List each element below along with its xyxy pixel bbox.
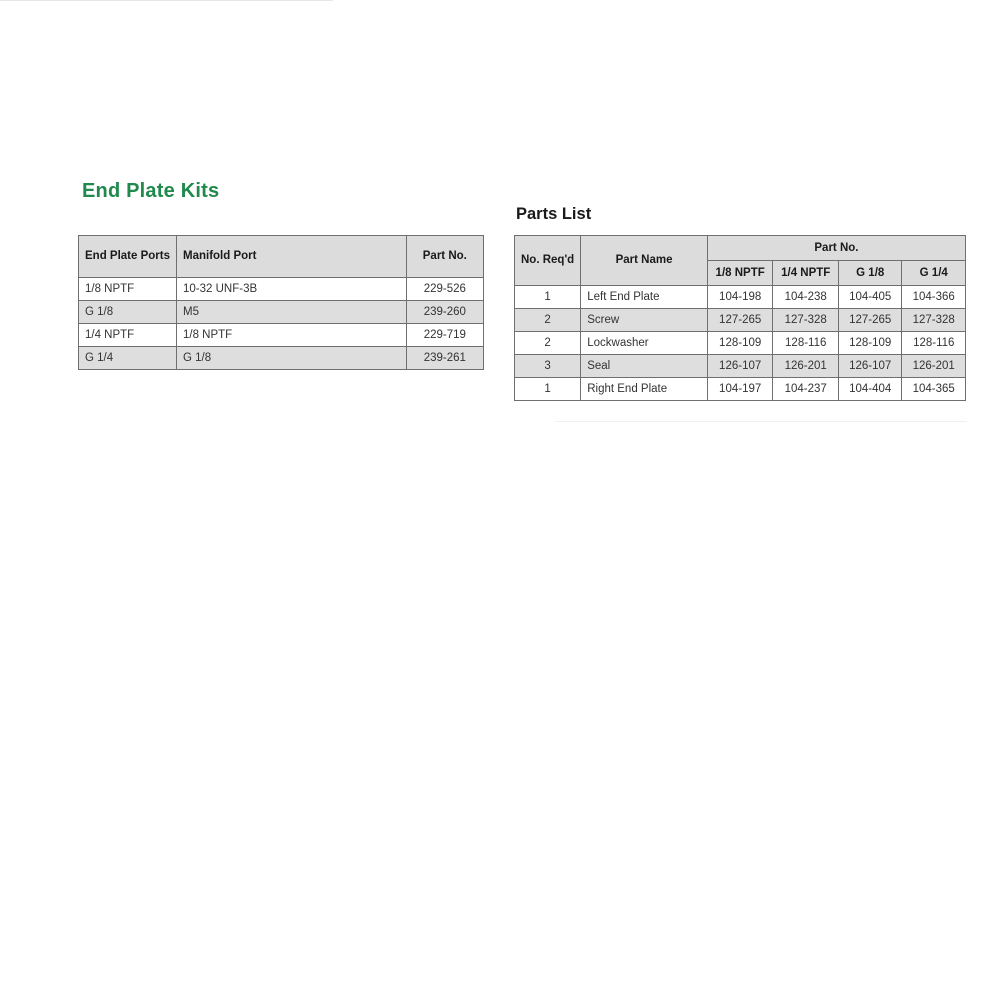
cell-part-name: Right End Plate — [581, 378, 708, 401]
table-row — [79, 301, 484, 324]
table-row — [515, 378, 966, 401]
column-header-g-1-8: G 1/8 — [839, 261, 902, 286]
cell-part-no-g-1-4: 104-365 — [902, 378, 966, 401]
column-header-part-no: Part No. — [406, 236, 483, 278]
parts-list-title: Parts List — [516, 205, 592, 223]
cell-end-plate-ports: G 1/8 — [79, 301, 177, 324]
cell-part-no-1-4-nptf: 127-328 — [773, 309, 839, 332]
cell-part-no-g-1-8: 127-265 — [839, 309, 902, 332]
cell-no-reqd: 3 — [515, 355, 581, 378]
cell-part-no-1-4-nptf: 126-201 — [773, 355, 839, 378]
cell-end-plate-ports: 1/8 NPTF — [79, 278, 177, 301]
cell-part-name: Left End Plate — [581, 286, 708, 309]
table-header-row — [515, 236, 966, 261]
top-divider — [0, 0, 333, 1]
cell-manifold-port: M5 — [177, 301, 407, 324]
parts-list-table — [514, 235, 966, 401]
cell-no-reqd: 2 — [515, 309, 581, 332]
cell-part-no: 239-260 — [406, 301, 483, 324]
cell-no-reqd: 2 — [515, 332, 581, 355]
end-plate-kits-table — [78, 235, 484, 370]
bottom-divider — [555, 421, 967, 422]
cell-part-name: Screw — [581, 309, 708, 332]
cell-part-no-1-8-nptf: 127-265 — [707, 309, 773, 332]
cell-part-no-g-1-4: 128-116 — [902, 332, 966, 355]
end-plate-kits-title: End Plate Kits — [82, 180, 220, 202]
cell-part-no-1-8-nptf: 104-197 — [707, 378, 773, 401]
table-row — [515, 355, 966, 378]
column-header-1-8-nptf: 1/8 NPTF — [707, 261, 773, 286]
cell-manifold-port: 1/8 NPTF — [177, 324, 407, 347]
cell-part-no-1-8-nptf: 126-107 — [707, 355, 773, 378]
cell-no-reqd: 1 — [515, 286, 581, 309]
table-row — [79, 324, 484, 347]
table-row — [79, 347, 484, 370]
cell-manifold-port: 10-32 UNF-3B — [177, 278, 407, 301]
cell-part-name: Lockwasher — [581, 332, 708, 355]
table-row — [515, 332, 966, 355]
cell-part-no-1-4-nptf: 104-237 — [773, 378, 839, 401]
cell-part-no-g-1-4: 127-328 — [902, 309, 966, 332]
table-row — [515, 286, 966, 309]
table-row — [79, 278, 484, 301]
cell-part-no-1-8-nptf: 128-109 — [707, 332, 773, 355]
column-header-manifold-port: Manifold Port — [177, 236, 407, 278]
cell-part-no-1-8-nptf: 104-198 — [707, 286, 773, 309]
cell-part-no: 229-526 — [406, 278, 483, 301]
cell-end-plate-ports: G 1/4 — [79, 347, 177, 370]
cell-part-no: 229-719 — [406, 324, 483, 347]
column-header-part-no: Part No. — [707, 236, 965, 261]
cell-part-no: 239-261 — [406, 347, 483, 370]
cell-end-plate-ports: 1/4 NPTF — [79, 324, 177, 347]
column-header-end-plate-ports: End Plate Ports — [79, 236, 177, 278]
cell-part-no-g-1-8: 104-405 — [839, 286, 902, 309]
column-header-part-name: Part Name — [581, 236, 708, 286]
cell-part-no-g-1-8: 128-109 — [839, 332, 902, 355]
column-header-1-4-nptf: 1/4 NPTF — [773, 261, 839, 286]
column-header-no-reqd: No. Req'd — [515, 236, 581, 286]
column-header-g-1-4: G 1/4 — [902, 261, 966, 286]
cell-manifold-port: G 1/8 — [177, 347, 407, 370]
cell-part-no-g-1-4: 104-366 — [902, 286, 966, 309]
cell-part-no-g-1-8: 104-404 — [839, 378, 902, 401]
cell-part-no-g-1-8: 126-107 — [839, 355, 902, 378]
cell-no-reqd: 1 — [515, 378, 581, 401]
table-header-row — [79, 236, 484, 278]
cell-part-name: Seal — [581, 355, 708, 378]
table-row — [515, 309, 966, 332]
cell-part-no-1-4-nptf: 104-238 — [773, 286, 839, 309]
cell-part-no-1-4-nptf: 128-116 — [773, 332, 839, 355]
cell-part-no-g-1-4: 126-201 — [902, 355, 966, 378]
